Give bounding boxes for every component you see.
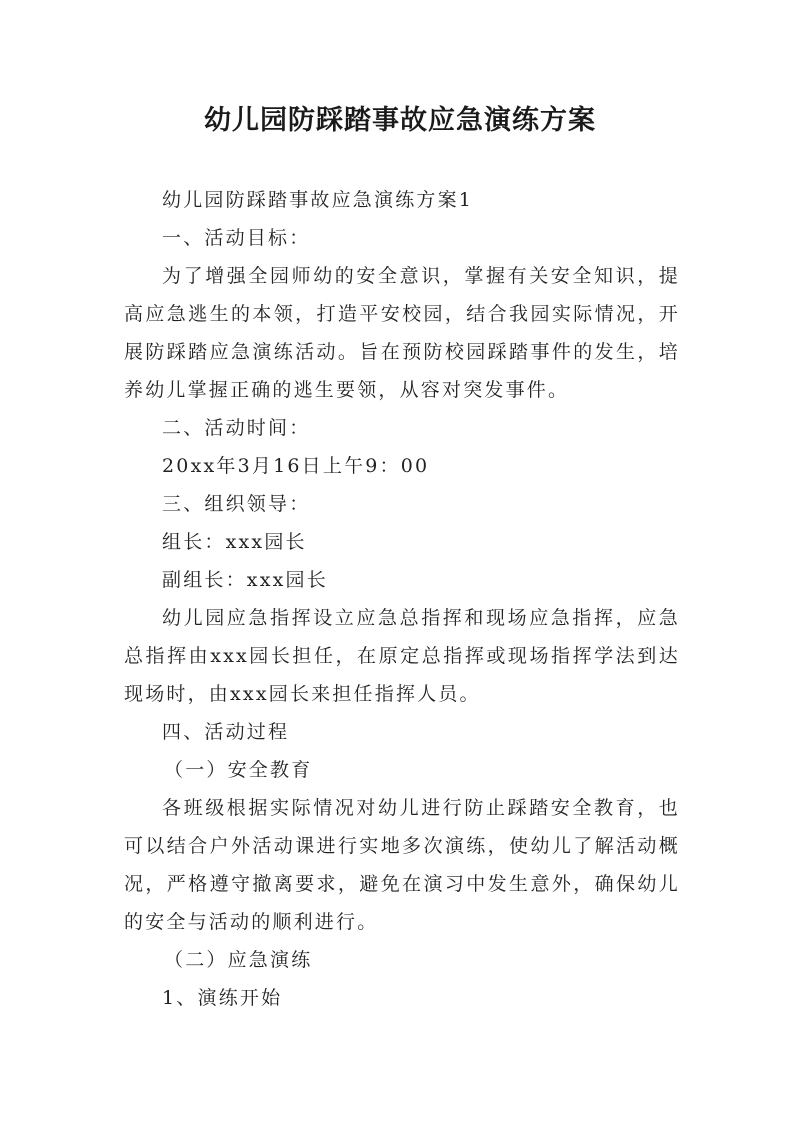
paragraph-line: 况，严格遵守撤离要求，避免在演习中发生意外，确保幼儿 (124, 873, 680, 895)
section-heading: 二、活动时间： (162, 417, 311, 439)
section-heading: 三、组织领导： (162, 493, 311, 515)
section-heading: 四、活动过程 (162, 721, 290, 743)
paragraph-line: 副组长：xxx园长 (162, 569, 328, 591)
paragraph-line: 组长：xxx园长 (162, 531, 307, 553)
subsection-heading: （一）安全教育 (164, 759, 313, 781)
paragraph-line: 各班级根据实际情况对幼儿进行防止踩踏安全教育，也 (162, 797, 680, 819)
document-title: 幼儿园防踩踏事故应急演练方案 (204, 105, 596, 136)
paragraph-line: 可以结合户外活动课进行实地多次演练，使幼儿了解活动概 (124, 835, 680, 857)
paragraph-line: 高应急逃生的本领，打造平安校园，结合我园实际情况，开 (124, 303, 680, 325)
paragraph-line: 幼儿园应急指挥设立应急总指挥和现场应急指挥，应急 (162, 607, 680, 629)
paragraph-line: 现场时，由xxx园长来担任指挥人员。 (124, 683, 481, 705)
paragraph-line: 总指挥由xxx园长担任，在原定总指挥或现场指挥学法到达 (124, 645, 680, 667)
document-body (124, 181, 680, 1017)
paragraph-line: 1、演练开始 (162, 987, 283, 1009)
paragraph-line: 养幼儿掌握正确的逃生要领，从容对突发事件。 (124, 379, 570, 401)
paragraph-line: 20xx年3月16日上午9：00 (162, 455, 430, 477)
subsection-heading: （二）应急演练 (164, 949, 313, 971)
paragraph-line: 为了增强全园师幼的安全意识，掌握有关安全知识，提 (162, 265, 680, 287)
paragraph-line: 展防踩踏应急演练活动。旨在预防校园踩踏事件的发生，培 (124, 341, 680, 363)
section-heading: 一、活动目标： (162, 227, 311, 249)
section-heading: 幼儿园防踩踏事故应急演练方案1 (162, 189, 474, 211)
paragraph-line: 的安全与活动的顺利进行。 (124, 911, 379, 933)
